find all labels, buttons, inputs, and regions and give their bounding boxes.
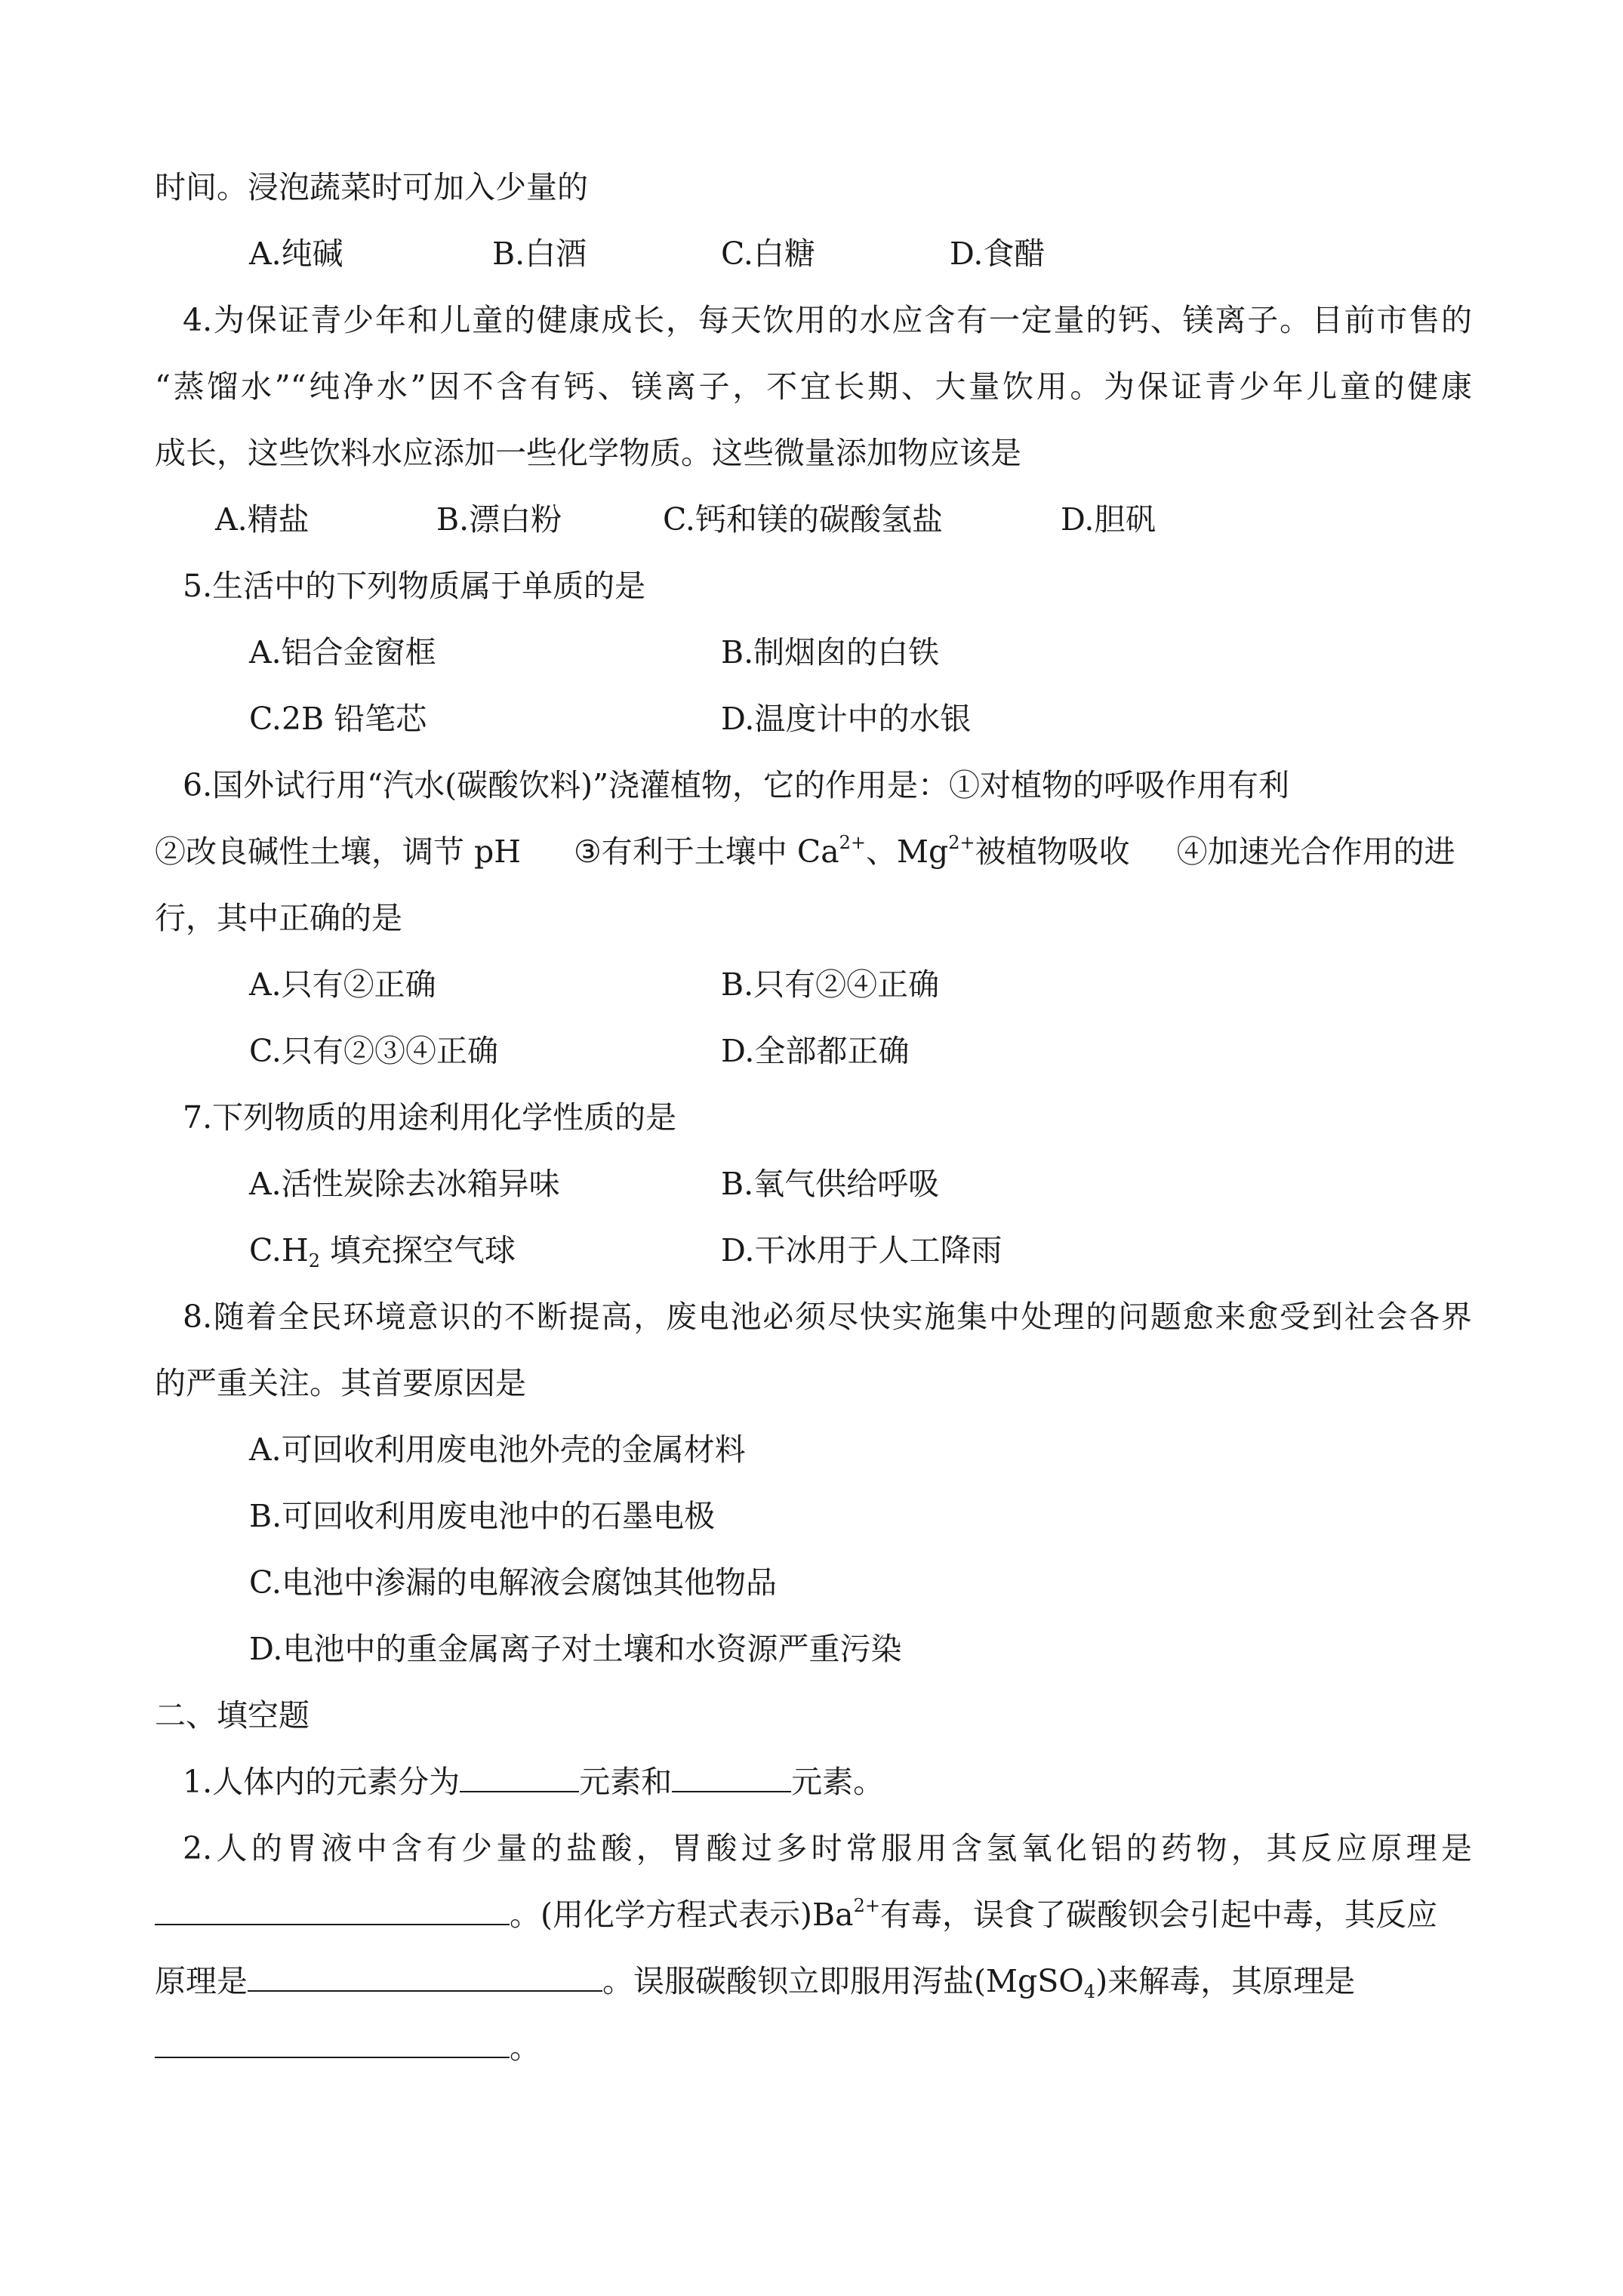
q8-option-c: C.电池中渗漏的电解液会腐蚀其他物品 (249, 1564, 777, 1601)
answer-blank[interactable] (460, 1762, 579, 1792)
q4-option-a: A.精盐 (215, 501, 310, 538)
q6-option-d: D.全部都正确 (721, 1033, 910, 1069)
q5-option-a: A.铝合金窗框 (249, 634, 436, 670)
q4-stem-line3: 成长，这些饮料水应添加一些化学物质。这些微量添加物应该是 (155, 435, 1021, 471)
q5-option-c: C.2B 铅笔芯 (249, 701, 427, 737)
q6-stem-line2 (155, 832, 1455, 871)
q7-option-a: A.活性炭除去冰箱异味 (249, 1166, 560, 1202)
so4-subscript: 4 (1083, 1981, 1096, 2002)
q8-stem-line2: 的严重关注。其首要原因是 (155, 1365, 526, 1401)
q8-option-b: B.可回收利用废电池中的石墨电极 (249, 1498, 716, 1534)
q8-option-a: A.可回收利用废电池外壳的金属材料 (249, 1432, 746, 1468)
q3-option-c: C.白糖 (721, 236, 815, 272)
q6-option-a: A.只有②正确 (249, 966, 436, 1003)
mg-charge: 2+ (948, 832, 975, 853)
q3-option-b: B.白酒 (492, 236, 587, 272)
fill-q2-line4: 。 (155, 2028, 540, 2067)
q6-item-3-end: 被植物吸收 (975, 834, 1130, 870)
ca-charge: 2+ (839, 832, 867, 853)
q7-option-d: D.干冰用于人工降雨 (721, 1232, 1002, 1268)
fill-q2-line2: 。(用化学方程式表示)$Ba^{2+}$有毒，误食了碳酸钡会引起中毒，其反应 (155, 1895, 1437, 1934)
section-2-title: 二、填空题 (155, 1697, 310, 1734)
answer-blank[interactable] (155, 2028, 510, 2058)
fill-q1: 1.人体内的元素分为 元素和 元素。 (183, 1764, 885, 1800)
ba-charge: 2+ (853, 1895, 880, 1916)
answer-blank[interactable] (248, 1962, 602, 1992)
fill-q2-line1: 2.人的胃液中含有少量的盐酸，胃酸过多时常服用含氢氧化铝的药物，其反应原理是 (183, 1830, 1472, 1866)
answer-blank[interactable] (155, 1895, 510, 1925)
q3-option-d: D.食醋 (950, 236, 1046, 272)
q4-option-b: B.漂白粉 (436, 501, 562, 538)
q7-stem: 7.下列物质的用途利用化学性质的是 (183, 1099, 677, 1136)
q6-item-3-start: ③有利于土壤中 Ca (574, 834, 839, 870)
q5-option-b: B.制烟囱的白铁 (721, 634, 940, 670)
q6-item-3-mg: 、Mg (866, 834, 949, 870)
q4-option-c: C.钙和镁的碳酸氢盐 (663, 501, 943, 538)
q5-stem: 5.生活中的下列物质属于单质的是 (183, 568, 646, 604)
answer-blank[interactable] (672, 1762, 791, 1792)
q5-option-d: D.温度计中的水银 (721, 701, 972, 737)
q4-stem-line2: “蒸馏水”“纯净水”因不含有钙、镁离子，不宜长期、大量饮用。为保证青少年儿童的健康 (155, 368, 1472, 405)
q7-option-b: B.氧气供给呼吸 (721, 1166, 940, 1202)
q6-item-4: ④加速光合作用的进 (1176, 834, 1455, 870)
q3-option-a: A.纯碱 (249, 236, 343, 272)
h2-subscript: 2 (308, 1250, 320, 1271)
q6-stem-line1: 6.国外试行用“汽水(碳酸饮料)”浇灌植物，它的作用是：①对植物的呼吸作用有利 (183, 767, 1290, 803)
q3-stem-continuation: 时间。浸泡蔬菜时可加入少量的 (155, 169, 588, 205)
fill-q2-line3: 原理是 。误服碳酸钡立即服用泻盐(MgSO$_4$)来解毒，其原理是 (155, 1963, 1356, 2002)
q6-item-2: ②改良碱性土壤，调节 pH (155, 834, 522, 870)
q6-option-b: B.只有②④正确 (721, 966, 940, 1003)
q6-option-c: C.只有②③④正确 (249, 1033, 498, 1069)
q6-stem-line3: 行，其中正确的是 (155, 900, 402, 936)
q8-stem-line1: 8.随着全民环境意识的不断提高，废电池必须尽快实施集中处理的问题愈来愈受到社会各界 (183, 1299, 1472, 1335)
q8-option-d: D.电池中的重金属离子对土壤和水资源严重污染 (249, 1631, 902, 1667)
q4-stem-line1: 4.为保证青少年和儿童的健康成长，每天饮用的水应含有一定量的钙、镁离子。目前市售的 (183, 302, 1472, 338)
q7-option-c: $C.H_2$ 填充探空气球 (249, 1232, 516, 1271)
q4-option-d: D.胆矾 (1061, 501, 1156, 538)
